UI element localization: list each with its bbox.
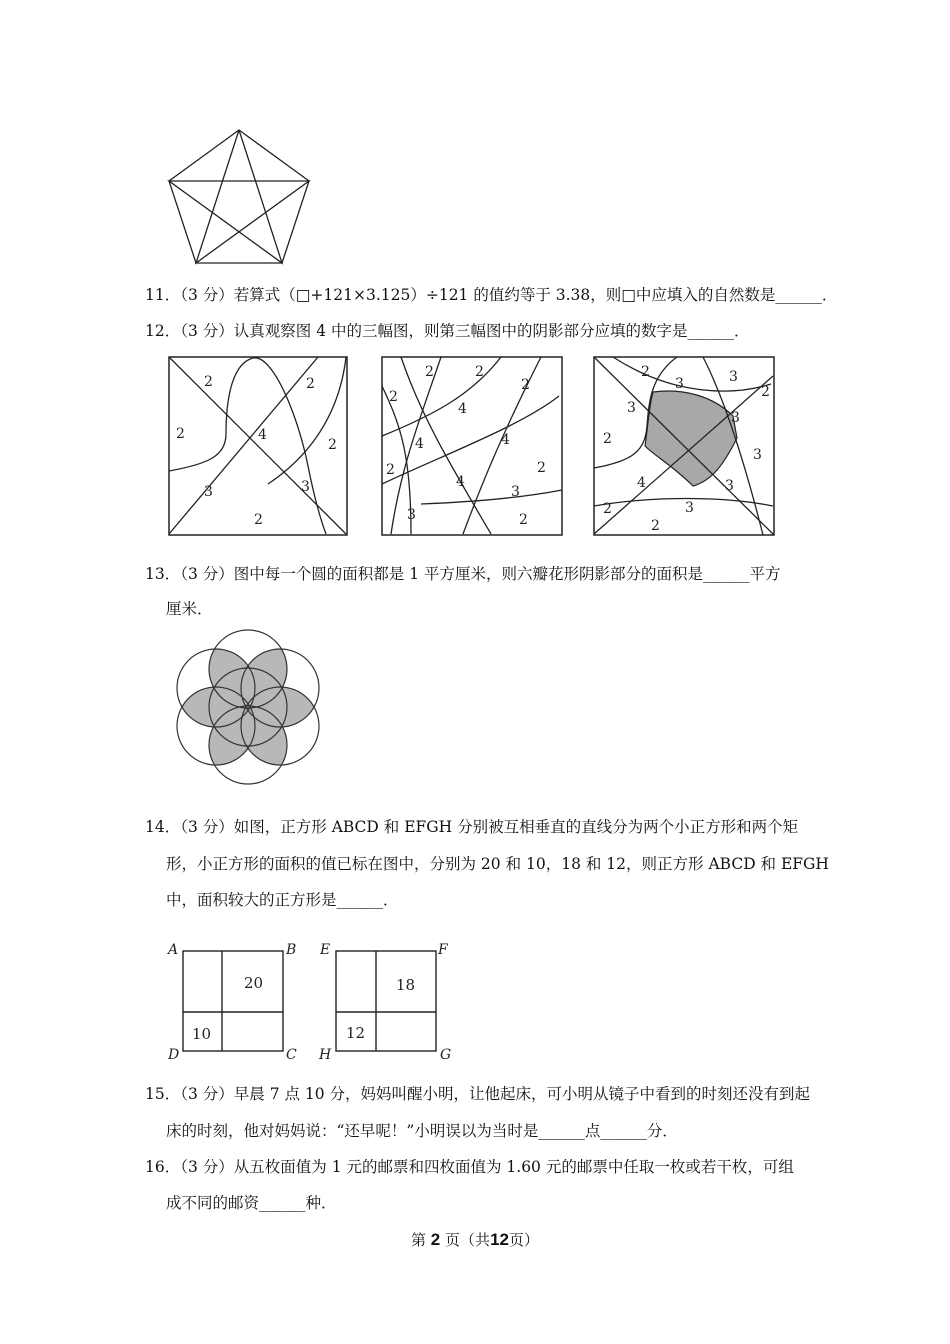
- figure12-box1: [168, 356, 348, 536]
- box3-label: 3: [731, 410, 740, 426]
- question-12: 12．（3 分）认真观察图 4 中的三幅图，则第三幅图中的阴影部分应填的数字是______．: [145, 322, 750, 340]
- box3-label: 2: [651, 518, 660, 534]
- footer-page: 2: [430, 1230, 441, 1249]
- square-abcd: [164, 938, 304, 1064]
- vertex-h: H: [319, 1047, 332, 1063]
- figure12-box2: [381, 356, 563, 536]
- box2-label: 4: [456, 474, 465, 490]
- footer-total: 12: [490, 1230, 509, 1249]
- box2-label: 2: [386, 462, 395, 478]
- box2-label: 4: [415, 436, 424, 452]
- box1-label: 3: [204, 484, 213, 500]
- question-13-line2: 厘米．: [166, 600, 213, 618]
- box1-label: 2: [254, 512, 263, 528]
- box2-label: 3: [511, 484, 520, 500]
- figure12-box3: [593, 356, 775, 536]
- page-footer: [0, 1229, 950, 1250]
- question-14-line1: 14．（3 分）如图，正方形 ABCD 和 EFGH 分别被互相垂直的直线分为两个小正方形和两个矩: [145, 818, 799, 836]
- box1-label: 2: [176, 426, 185, 442]
- pentagram-figure: [165, 126, 315, 266]
- question-14-line3: 中，面积较大的正方形是______．: [166, 891, 399, 909]
- box3-label: 3: [685, 500, 694, 516]
- vertex-f: F: [438, 942, 448, 958]
- box2-label: 2: [475, 364, 484, 380]
- box2-label: 3: [407, 507, 416, 523]
- vertex-e: E: [320, 942, 331, 958]
- box3-label: 4: [637, 475, 646, 491]
- box1-label: 3: [301, 479, 310, 495]
- box1-label: 4: [258, 427, 267, 443]
- box2-label: 2: [537, 460, 546, 476]
- box3-label: 3: [675, 376, 684, 392]
- box2-label: 2: [519, 512, 528, 528]
- box3-label: 2: [641, 364, 650, 380]
- footer-pre: 第: [411, 1231, 427, 1249]
- box3-label: 2: [603, 431, 612, 447]
- vertex-d: D: [168, 1047, 180, 1063]
- box1-label: 2: [328, 437, 337, 453]
- box3-label: 2: [761, 384, 770, 400]
- vertex-a: A: [168, 942, 179, 958]
- box3-label: 3: [729, 369, 738, 385]
- box3-label: 3: [725, 478, 734, 494]
- question-16-line1: 16．（3 分）从五枚面值为 1 元的邮票和四枚面值为 1.60 元的邮票中任取一枚或若干枚，可组: [145, 1158, 794, 1176]
- box1-label: 2: [204, 374, 213, 390]
- area-small: 12: [346, 1024, 366, 1042]
- square-efgh: [316, 938, 456, 1064]
- question-14-line2: 形，小正方形的面积的值已标在图中，分别为 20 和 10，18 和 12，则正方形 ABCD 和 EFGH: [166, 855, 829, 873]
- box3-label: 2: [603, 501, 612, 517]
- box2-label: 2: [389, 389, 398, 405]
- question-15-line2: 床的时刻，他对妈妈说：“还早呢！”小明误以为当时是______点______分．: [166, 1122, 678, 1140]
- box2-label: 2: [521, 377, 530, 393]
- box1-label: 2: [306, 376, 315, 392]
- footer-mid: 页（共: [445, 1231, 491, 1249]
- area-big: 18: [396, 976, 416, 994]
- box2-label: 4: [458, 401, 467, 417]
- box3-label: 3: [753, 447, 762, 463]
- footer-post: 页）: [508, 1231, 539, 1249]
- box2-label: 2: [425, 364, 434, 380]
- box2-label: 4: [501, 432, 510, 448]
- area-big: 20: [244, 974, 264, 992]
- vertex-g: G: [440, 1047, 452, 1063]
- question-16-line2: 成不同的邮资______种．: [166, 1194, 337, 1212]
- question-11: 11．（3 分）若算式（□+121×3.125）÷121 的值约等于 3.38，则□中应填入的自然数是______．: [145, 286, 838, 304]
- vertex-b: B: [286, 942, 297, 958]
- flower-figure: [168, 632, 328, 784]
- vertex-c: C: [286, 1047, 297, 1063]
- question-15-line1: 15．（3 分）早晨 7 点 10 分，妈妈叫醒小明，让他起床，可小明从镜子中看到的时刻还没有到起: [145, 1085, 811, 1103]
- box3-label: 3: [627, 400, 636, 416]
- question-13-line1: 13．（3 分）图中每一个圆的面积都是 1 平方厘米，则六瓣花形阴影部分的面积是______平方: [145, 565, 781, 583]
- area-small: 10: [192, 1025, 212, 1043]
